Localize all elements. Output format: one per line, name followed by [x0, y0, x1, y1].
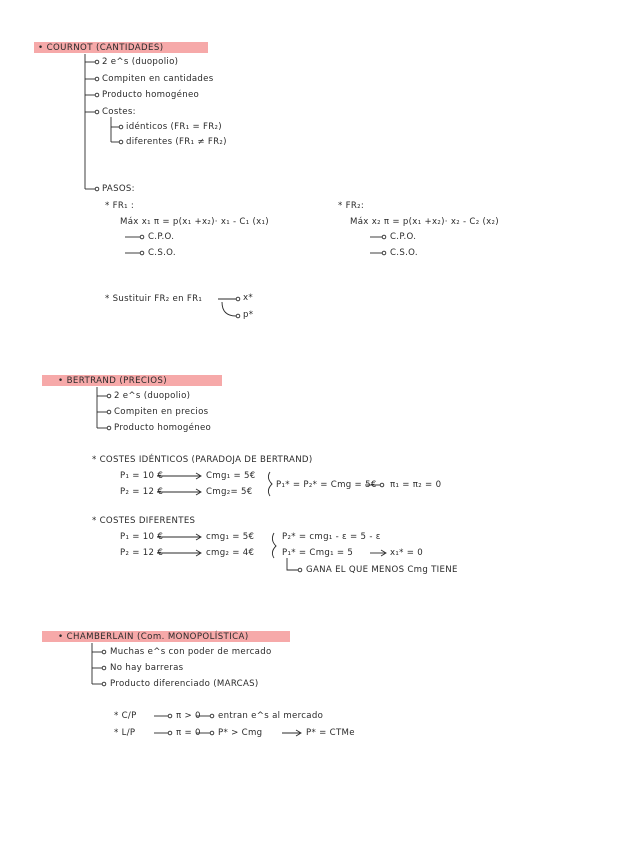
cournot-item-2: Compiten en cantidades: [102, 74, 214, 84]
lp-price-cmg: P* > Cmg: [218, 728, 263, 738]
fr1-cpo: C.P.O.: [148, 232, 175, 242]
fr2-equation: Máx x₂ π = p(x₁ +x₂)· x₂ - C₂ (x₂): [350, 217, 499, 227]
cournot-item-1: 2 e^s (duopolio): [102, 57, 179, 67]
bertrand-title: • BERTRAND (PRECIOS): [58, 376, 168, 386]
ident-pi: π₁ = π₂ = 0: [390, 480, 442, 490]
ident-cmg2: Cmg₂= 5€: [206, 487, 253, 497]
costes-identicos-title: * COSTES IDÉNTICOS (PARADOJA DE BERTRAND): [92, 455, 313, 465]
costes-diferentes-title: * COSTES DIFERENTES: [92, 516, 196, 526]
fr1-label: * FR₁ :: [105, 201, 135, 211]
cournot-costes-identicos: idénticos (FR₁ = FR₂): [126, 122, 222, 132]
cournot-costes-diferentes: diferentes (FR₁ ≠ FR₂): [126, 137, 227, 147]
p-star: p*: [243, 310, 254, 320]
chamberlain-item-3: Producto diferenciado (MARCAS): [110, 679, 259, 689]
cournot-title: • COURNOT (CANTIDADES): [38, 43, 164, 53]
cp-label: * C/P: [114, 711, 137, 721]
fr2-cso: C.S.O.: [390, 248, 418, 258]
cournot-item-4: Costes:: [102, 107, 136, 117]
dif-result-2: P₁* = Cmg₁ = 5: [282, 548, 354, 558]
lp-label: * L/P: [114, 728, 136, 738]
gana-text: GANA EL QUE MENOS Cmg TIENE: [306, 565, 458, 575]
chamberlain-title: • CHAMBERLAIN (Com. MONOPOLÍSTICA): [58, 632, 249, 642]
lp-profit: π = 0: [176, 728, 201, 738]
fr1-equation: Máx x₁ π = p(x₁ +x₂)· x₁ - C₁ (x₁): [120, 217, 269, 227]
dif-result-1: P₂* = cmg₁ - ε = 5 - ε: [282, 532, 381, 542]
dif-p2: P₂ = 12 €: [120, 548, 164, 558]
cournot-item-3: Producto homogéneo: [102, 90, 200, 100]
cp-entry: entran e^s al mercado: [218, 711, 324, 721]
ident-p2: P₂ = 12 €: [120, 487, 164, 497]
bertrand-item-2: Compiten en precios: [114, 407, 209, 417]
cournot-pasos: PASOS:: [102, 184, 135, 194]
ident-p1: P₁ = 10 €: [120, 471, 164, 481]
lp-price-ctme: P* = CTMe: [306, 728, 355, 738]
ident-result: P₁* = P₂* = Cmg = 5€: [276, 480, 377, 490]
dif-cmg1: cmg₁ = 5€: [206, 532, 255, 542]
cp-profit: π > 0: [176, 711, 201, 721]
x-star: x*: [243, 293, 253, 303]
bertrand-item-3: Producto homogéneo: [114, 423, 212, 433]
fr2-cpo: C.P.O.: [390, 232, 417, 242]
chamberlain-item-1: Muchas e^s con poder de mercado: [110, 647, 272, 657]
dif-result-2b: x₁* = 0: [390, 548, 424, 558]
dif-p1: P₁ = 10 €: [120, 532, 164, 542]
ident-cmg1: Cmg₁ = 5€: [206, 471, 256, 481]
fr1-cso: C.S.O.: [148, 248, 176, 258]
dif-cmg2: cmg₂ = 4€: [206, 548, 255, 558]
sustituir-text: * Sustituir FR₂ en FR₁: [105, 294, 203, 304]
fr2-label: * FR₂:: [338, 201, 365, 211]
chamberlain-item-2: No hay barreras: [110, 663, 184, 673]
bertrand-item-1: 2 e^s (duopolio): [114, 391, 191, 401]
